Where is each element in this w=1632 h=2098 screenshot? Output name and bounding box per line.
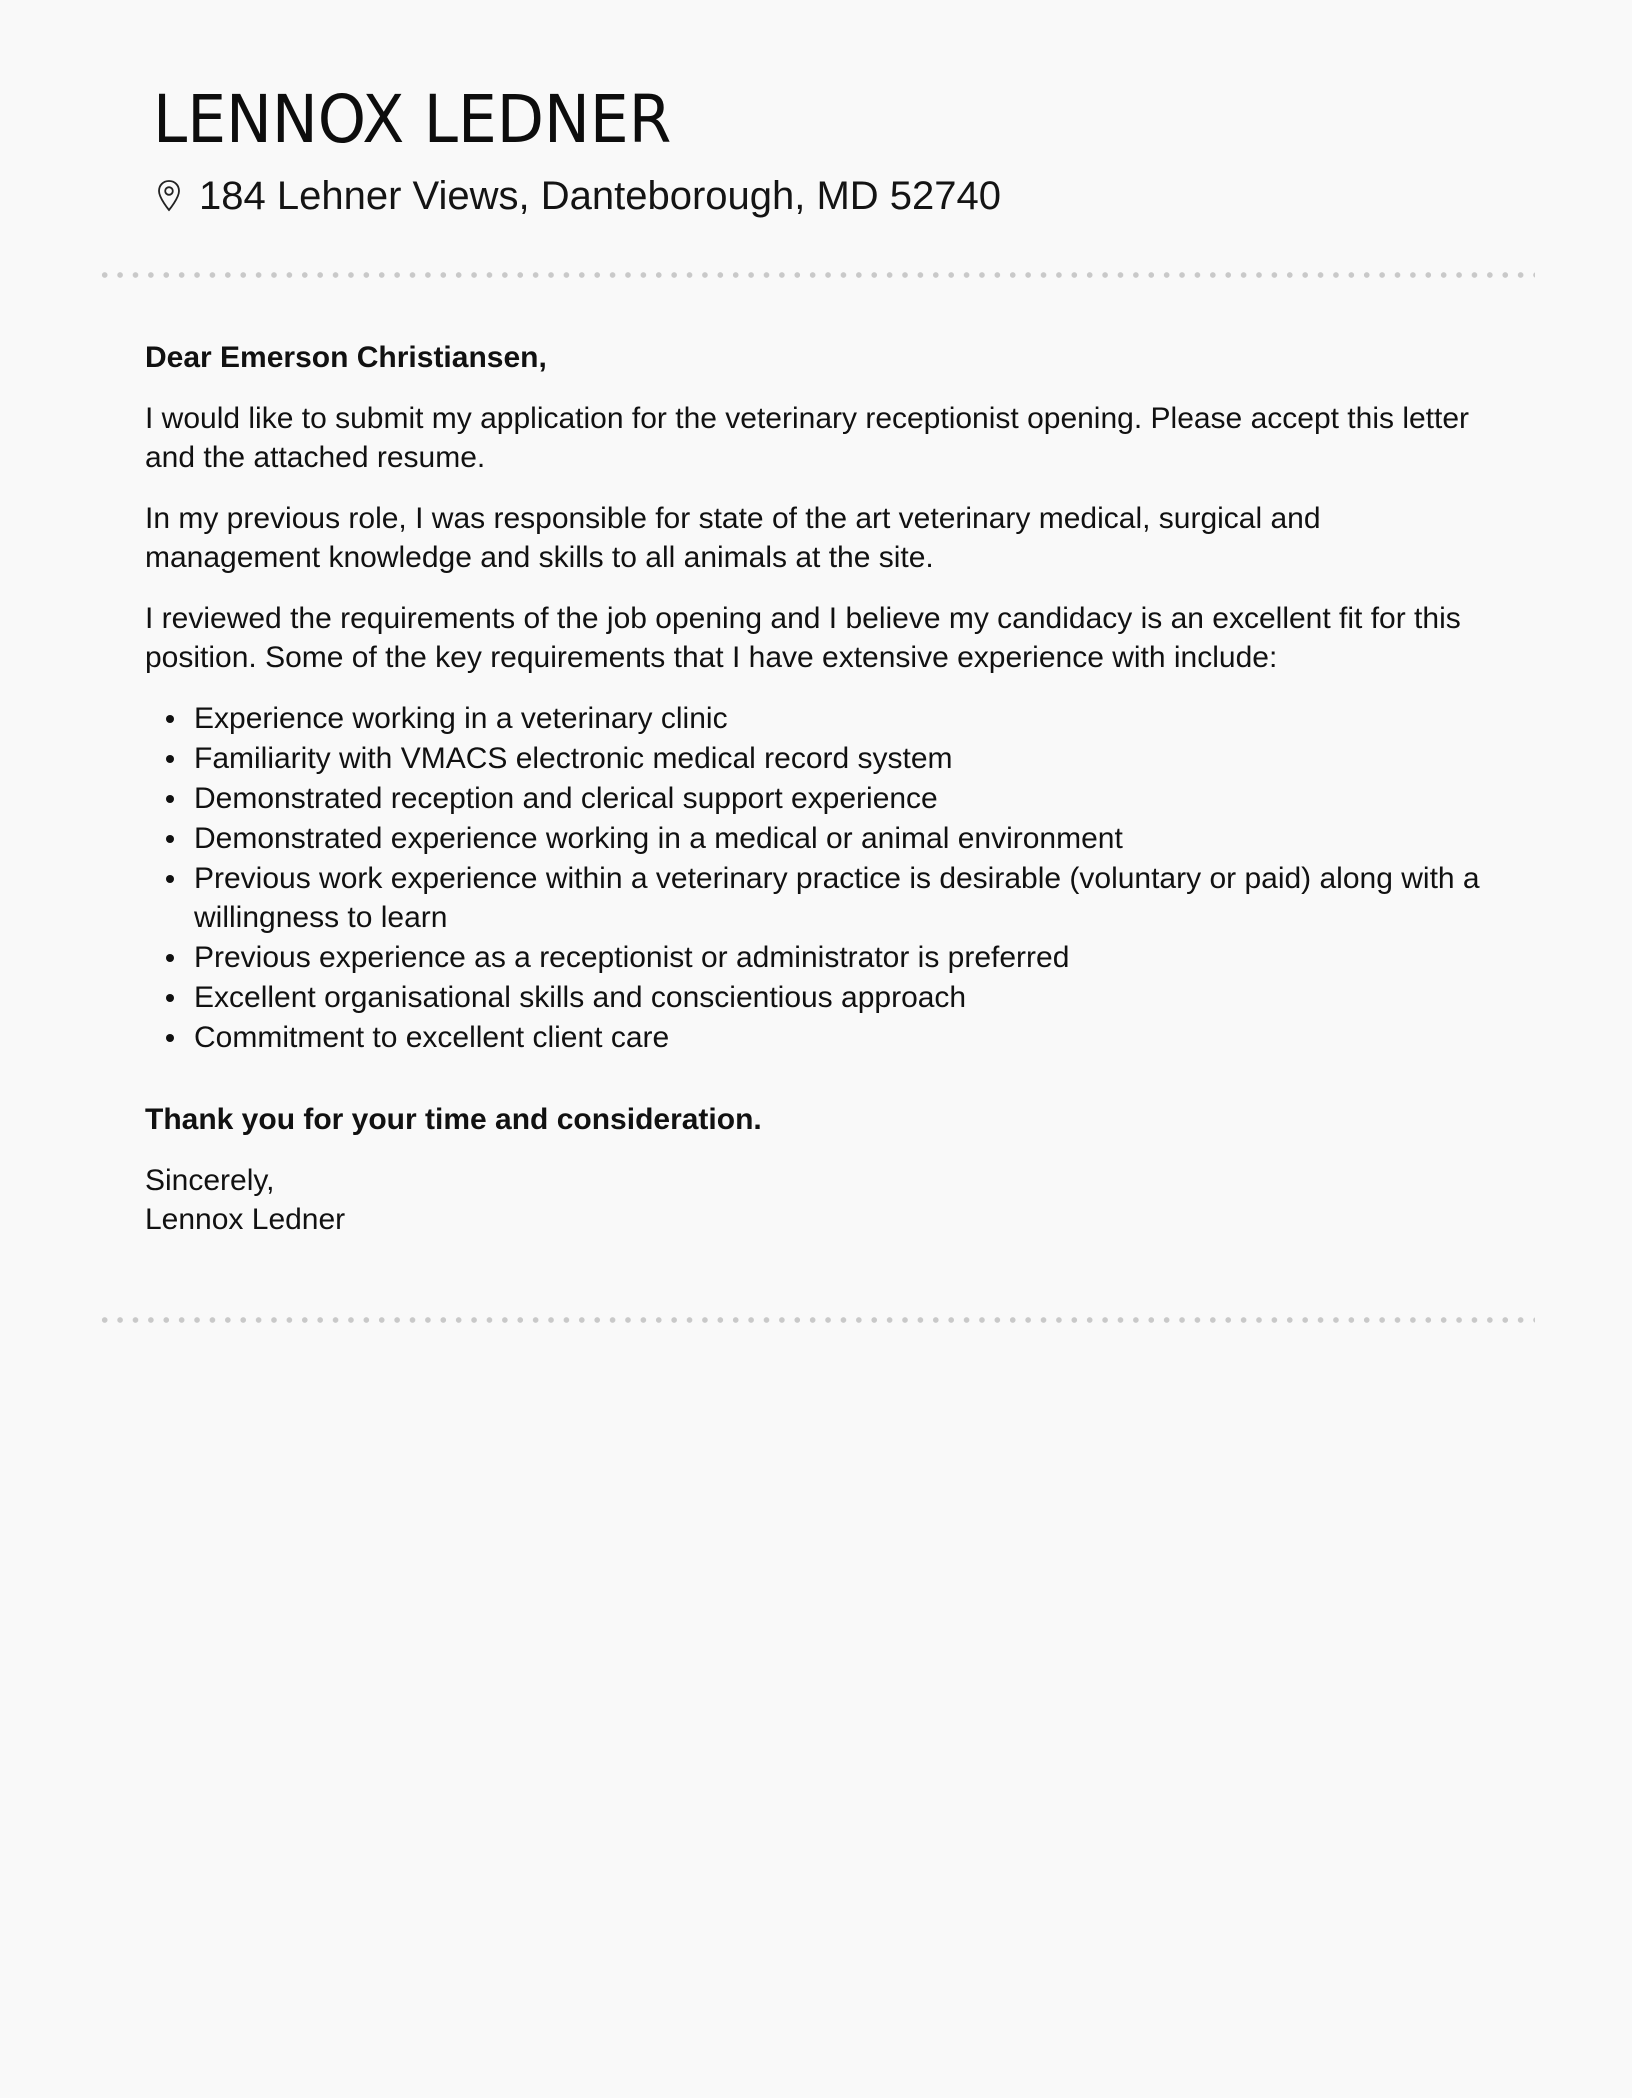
applicant-name: LENNOX LEDNER xyxy=(153,81,672,158)
letter-header xyxy=(153,72,1493,224)
applicant-address: 184 Lehner Views, Danteborough, MD 52740 xyxy=(199,174,1002,218)
list-item: Excellent organisational skills and conscientious approach xyxy=(194,978,1485,1017)
salutation: Dear Emerson Christiansen, xyxy=(145,341,547,374)
list-item: Previous work experience within a veterinary practice is desirable (voluntary or paid) along with a willingness to learn xyxy=(194,859,1485,937)
map-pin-icon xyxy=(153,177,185,215)
letter-body xyxy=(145,338,1485,1261)
list-item: Experience working in a veterinary clinic xyxy=(194,699,1485,738)
list-item: Familiarity with VMACS electronic medical record system xyxy=(194,739,1485,778)
paragraph-previous-role: In my previous role, I was responsible for state of the art veterinary medical, surgical and management knowledge and skills to all animals at the site. xyxy=(145,502,1321,574)
signoff: Sincerely, xyxy=(145,1164,275,1197)
list-item: Demonstrated reception and clerical support experience xyxy=(194,779,1485,818)
top-dotted-divider xyxy=(97,271,1535,279)
paragraph-intro: I would like to submit my application for the veterinary receptionist opening. Please accept this letter and the attached resume. xyxy=(145,402,1470,474)
paragraph-requirements-intro: I reviewed the requirements of the job opening and I believe my candidacy is an excellent fit for this position. Some of the key requirements that I have extensive experience with include: xyxy=(145,602,1461,674)
signature-name: Lennox Ledner xyxy=(145,1203,346,1236)
list-item: Demonstrated experience working in a medical or animal environment xyxy=(194,819,1485,858)
address-row xyxy=(153,168,1493,224)
bottom-dotted-divider xyxy=(97,1316,1535,1324)
list-item: Commitment to excellent client care xyxy=(194,1018,1485,1057)
signoff-block xyxy=(145,1161,1485,1239)
closing-line: Thank you for your time and consideration. xyxy=(145,1103,762,1136)
requirements-list xyxy=(145,699,1485,1057)
list-item: Previous experience as a receptionist or administrator is preferred xyxy=(194,938,1485,977)
